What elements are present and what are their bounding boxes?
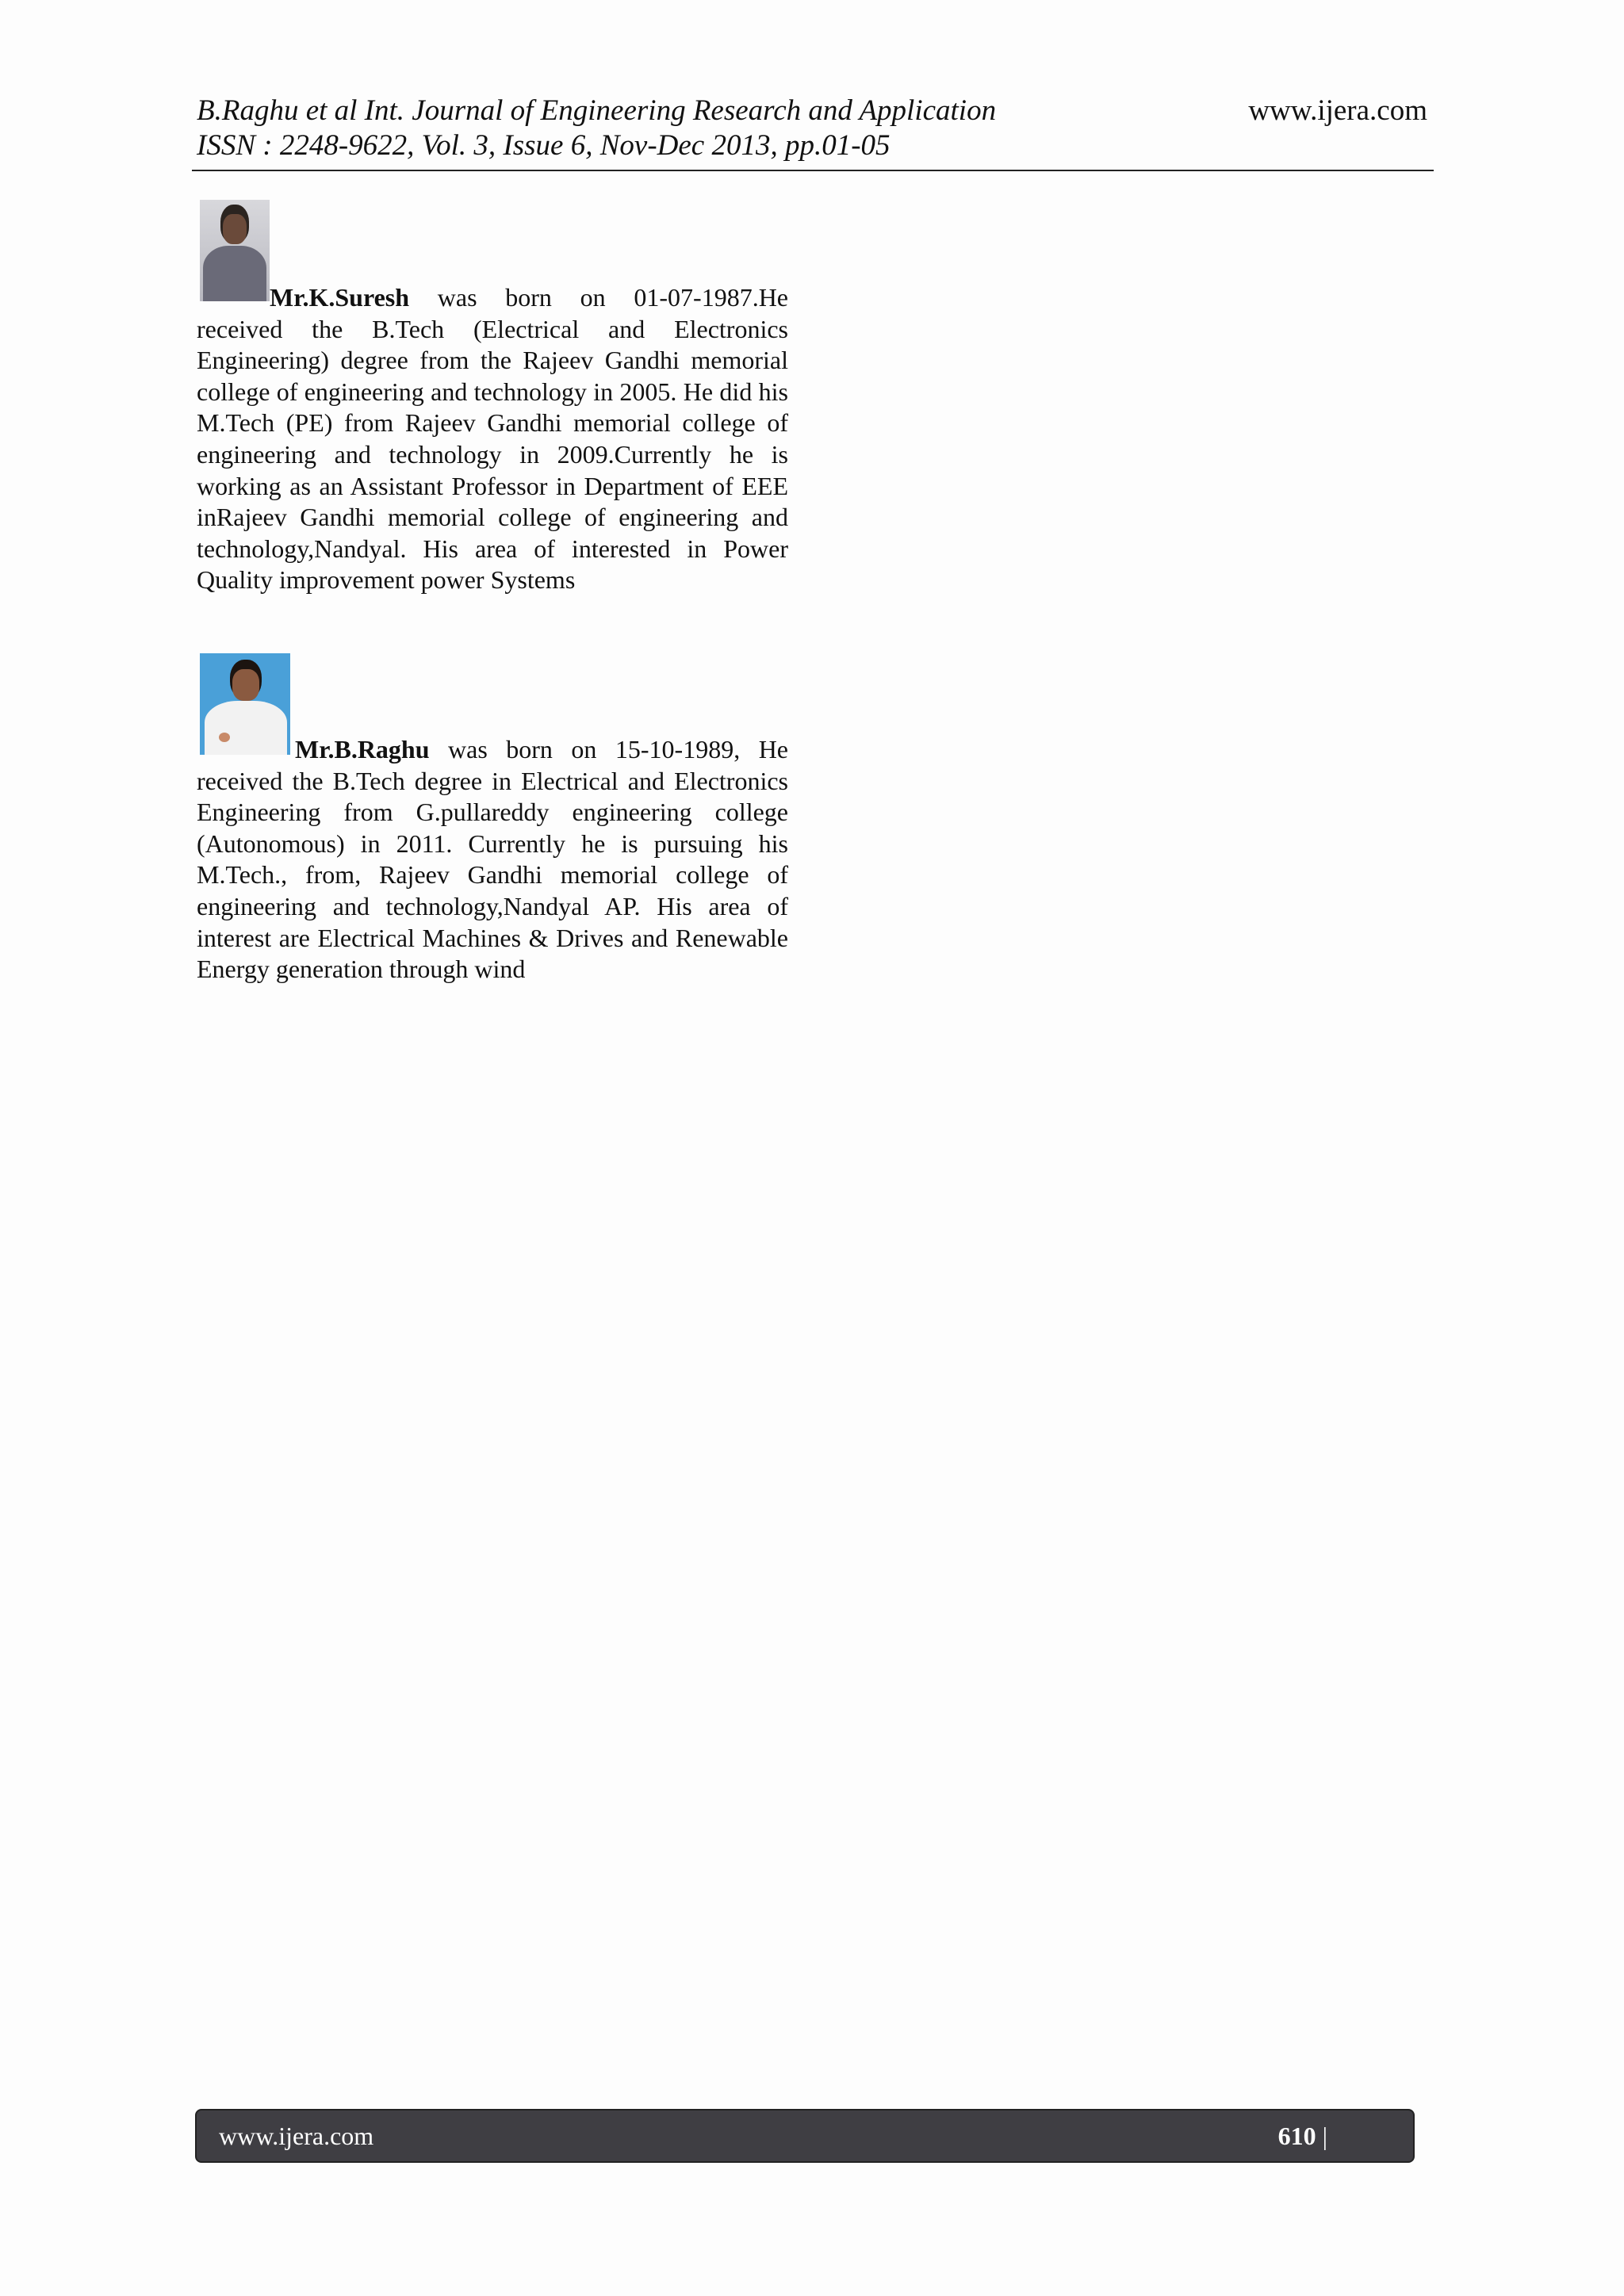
header-line-1 (197, 94, 1427, 128)
journal-url[interactable]: www.ijera.com (1248, 94, 1427, 127)
page-number-value: 610 (1277, 2122, 1316, 2150)
bio-text: was born on 15-10-1989, He received the B.Tech degree in Electrical and Electronics Engineering from G.pullareddy engineering college (Autonomous) in 2011. Currently he is pursuing his M.Tech., from, Rajeev Gandhi memorial college of engineering and technology,Nandyal AP. His area of interest are Electrical Machines & Drives and Renewable Energy generation through wind (197, 735, 788, 984)
page-separator: | (1322, 2122, 1327, 2150)
author-photo (200, 200, 270, 301)
author-bio-suresh (197, 200, 788, 596)
page-number (1278, 2122, 1327, 2151)
running-header (197, 94, 1427, 163)
page-footer (195, 2109, 1415, 2163)
bio-text: was born on 01-07-1987.He received the B.Tech (Electrical and Electronics Engineering) degree from the Rajeev Gandhi memorial college of engineering and technology in 2005. He did his M.Tech (PE) from Rajeev Gandhi memorial college of engineering and technology in 2009.Currently he is working as an Assistant Professor in Department of EEE inRajeev Gandhi memorial college of engineering and technology,Nandyal. His area of interested in Power Quality improvement power Systems (197, 283, 788, 595)
journal-title: B.Raghu et al Int. Journal of Engineering Research and Application (197, 94, 997, 127)
header-rule (192, 170, 1434, 171)
author-name: Mr.K.Suresh (270, 283, 410, 312)
author-name: Mr.B.Raghu (295, 735, 430, 763)
footer-url[interactable]: www.ijera.com (219, 2122, 374, 2150)
author-bio-raghu (197, 653, 788, 985)
author-photo (200, 653, 290, 755)
bio-paragraph (197, 734, 788, 985)
bio-paragraph (197, 282, 788, 596)
issn-line: ISSN : 2248-9622, Vol. 3, Issue 6, Nov-Dec 2013, pp.01-05 (197, 129, 891, 162)
